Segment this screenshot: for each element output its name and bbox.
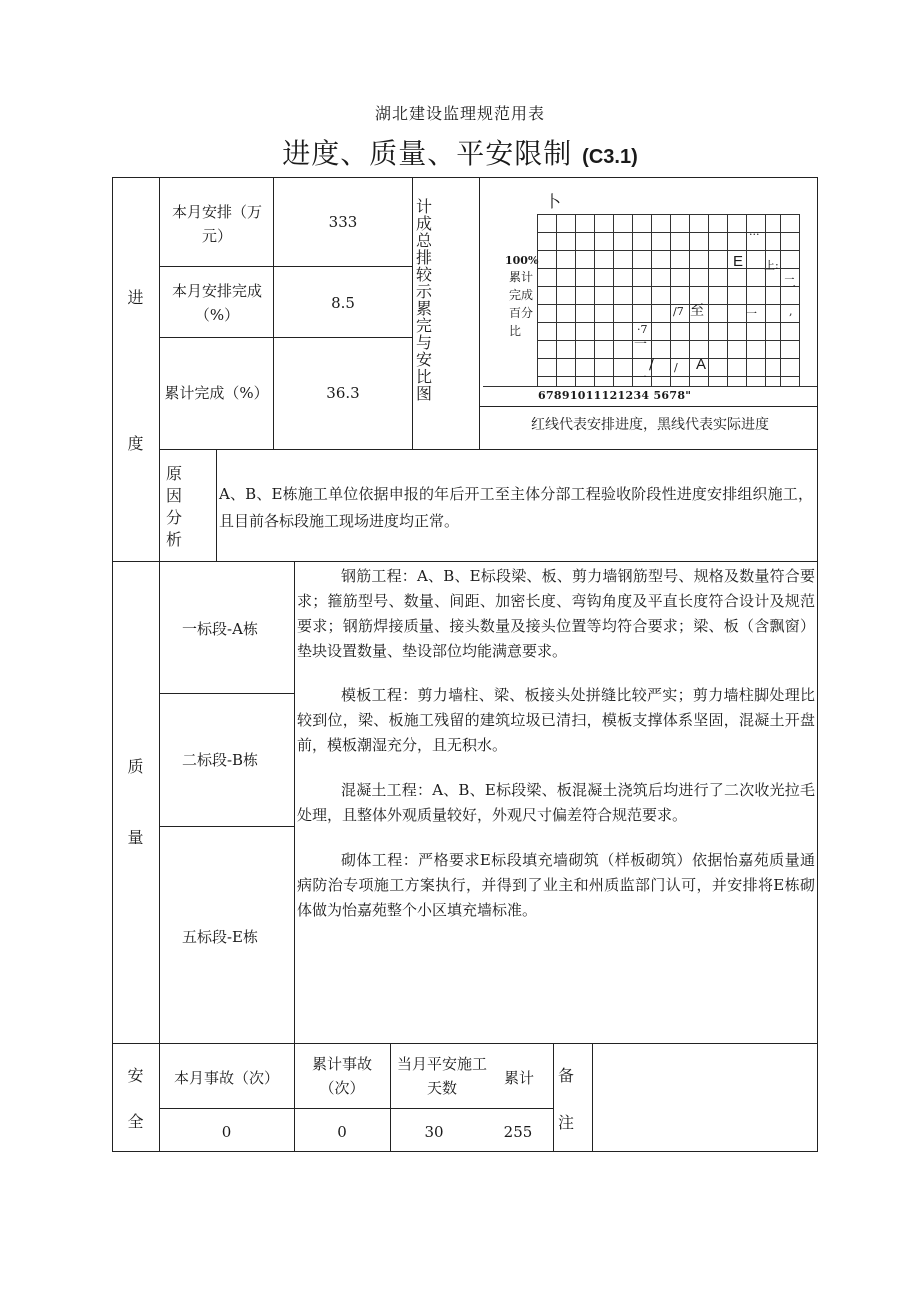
monthly-plan-value: 333 <box>328 213 358 231</box>
chart-y-axis-label: 累计完成百分比 <box>509 270 534 338</box>
safety-value-cumulative-accidents: 0 <box>337 1123 347 1141</box>
cumulative-completion-value: 36.3 <box>326 384 360 402</box>
progress-label-bottom: 度 <box>127 434 144 453</box>
safety-label-bottom: 全 <box>127 1112 144 1131</box>
form-title <box>0 132 920 172</box>
safety-value-monthly-accidents: 0 <box>221 1123 232 1141</box>
chart-top-mark: 卜 <box>545 192 562 211</box>
safety-header-monthly-accidents: 本月事故（次） <box>173 1069 279 1087</box>
safety-header-monthly-safe-days: 当月平安施工天数 <box>396 1055 487 1097</box>
chart-dash-mark-3: 一 <box>634 371 648 386</box>
quality-section-a: 一标段-A栋 <box>182 620 258 638</box>
quality-label-bottom: 量 <box>127 828 144 847</box>
chart-legend-note: 红线代表安排进度，黑线代表实际进度 <box>531 417 769 433</box>
chart-dots-mark: ... <box>749 225 760 238</box>
chart-dot7-mark: ·7 <box>637 323 648 336</box>
chart-slash-mark-2: / <box>674 361 678 374</box>
safety-label-top: 安 <box>127 1066 144 1085</box>
chart-er-mark: 二 <box>783 276 797 291</box>
chart-dash-mark-2: 一 <box>634 337 648 352</box>
safety-header-cumulative: 累计 <box>503 1069 534 1087</box>
safety-remark-bottom: 注 <box>558 1113 575 1132</box>
cumulative-completion-label: 累计完成（%） <box>164 384 269 402</box>
reason-label: 原因分析 <box>166 464 183 549</box>
chart-a-mark: A <box>696 356 707 373</box>
monthly-completion-label: 本月安排完成（%） <box>171 282 262 324</box>
chart-vertical-caption: 计成总排较示累完与安比图 <box>416 197 433 403</box>
quality-label-top: 质 <box>127 757 144 776</box>
chart-x-axis-numbers: 67891011121234 5678" <box>538 389 692 402</box>
chart-slash7-mark: /7 <box>673 305 684 318</box>
quality-paragraph-concrete: 混凝土工程：A、B、E标段梁、板混凝土浇筑后均进行了二次收光拉毛处理，且整体外观质量较好，外观尺寸偏差符合规范要求。 <box>297 781 815 824</box>
monthly-plan-label: 本月安排（万元） <box>171 203 262 245</box>
quality-paragraph-masonry: 砌体工程：严格要求E标段填充墙砌筑（样板砌筑）依据怡嘉苑质量通病防治专项施工方案执行，并得到了业主和州质监部门认可，并安排将E栋砌体做为怡嘉苑整个小区填充墙标准。 <box>297 851 815 919</box>
quality-paragraph-rebar: 钢筋工程：A、B、E标段梁、板、剪力墙钢筋型号、规格及数量符合要求；箍筋型号、数量、间距、加密长度、弯钩角度及平直长度符合设计及规范要求；钢筋焊接质量、接头数量及接头位置等均符合要求；梁、板（含飘窗）垫块设置数量、垫设部位均能满意要求。 <box>297 567 815 660</box>
form-code: (C3.1) <box>582 146 638 168</box>
progress-label-top: 进 <box>127 288 144 307</box>
quality-section-e: 五标段-E栋 <box>181 928 259 946</box>
quality-paragraph-formwork: 模板工程：剪力墙柱、梁、板接头处拼缝比较严实；剪力墙柱脚处理比较到位，梁、板施工残留的建筑垃圾已清扫，模板支撑体系坚固，混凝土开盘前，模板潮湿充分，且无积水。 <box>297 686 815 754</box>
chart-100-label: 100% <box>505 254 539 267</box>
reason-text: A、B、E栋施工单位依据申报的年后开工至主体分部工程验收阶段性进度安排组织施工，且目前各标段施工现场进度均正常。 <box>219 485 813 530</box>
chart-zhi-mark: 至 <box>690 303 704 319</box>
monthly-completion-value: 8.5 <box>331 294 355 312</box>
chart-dash-mark: 一 <box>746 307 757 320</box>
safety-remark-top: 备 <box>558 1066 575 1085</box>
chart-e-mark: E <box>733 253 744 270</box>
form-subtitle: 湖北建设监理规范用表 <box>374 104 545 123</box>
safety-value-cumulative: 255 <box>503 1123 533 1141</box>
form-title-text: 进度、质量、平安限制 <box>282 137 573 170</box>
chart-comma-mark: , <box>789 305 793 318</box>
chart-slash-mark: / <box>649 355 655 373</box>
safety-value-monthly-safe-days: 30 <box>424 1123 444 1141</box>
chart-shang-mark: 上: <box>764 259 779 272</box>
quality-section-b: 二标段-B栋 <box>181 751 259 769</box>
safety-header-cumulative-accidents: 累计事故（次） <box>311 1055 372 1097</box>
